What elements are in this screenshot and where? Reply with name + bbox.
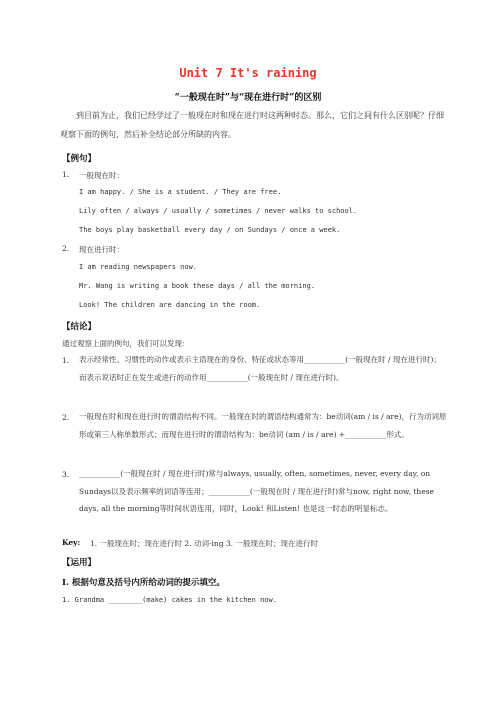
conclusion-3-text: ___________(一般现在时 / 现在进行时)常与always, usually, often, sometimes, never, every day, on Sundays以及表示频率的词语等连用；___________(一般现在时 / 现在进行时)常与now, right now, these days, all the morning等时间状语连用，同时，Look! 和Listen! 也是这一时态的明显标志。: [79, 469, 434, 513]
key-text: 1. 一般现在时；现在进行时 2. 动词-ing 3. 一般现在时；现在进行时: [90, 539, 318, 548]
example-2-number: 2.: [62, 244, 70, 253]
section-1-heading: Ⅰ. 根据句意及括号内所给动词的提示填空。: [62, 578, 225, 588]
document-title: Unit 7 It's raining: [179, 66, 317, 80]
conclusion-3-number: 3.: [62, 470, 70, 479]
key-label: Key:: [62, 538, 81, 547]
exercise-1: 1. Grandma ________(make) cakes in the kitchen now.: [62, 596, 277, 604]
example-2-line-2: Mr. Wang is writing a book these days / all the morning.: [79, 282, 316, 290]
conclusion-2-number: 2.: [62, 413, 70, 422]
example-1-line-3: The boys play basketball every day / on Sundays / once a week.: [79, 226, 341, 234]
conclusion-1-number: 1.: [62, 356, 70, 365]
conclusion-2-text: 一般现在时和现在进行时的谓语结构不同。一般现在时的谓语结构通常为：be动词(am / is / are)，行为动词原形或第三人称单数形式；而现在进行时的谓语结构为：be动词 (am / is / are) +___________形式。: [79, 412, 447, 439]
example-2-line-3: Look! The children are dancing in the room.: [79, 301, 261, 309]
example-2-label: 现在进行时：: [79, 245, 124, 254]
example-1-line-2: Lily often / always / usually / sometimes / never walks to school.: [79, 207, 358, 215]
examples-heading: 【例句】: [62, 154, 97, 164]
example-2-line-1: I am reading newspapers now.: [79, 263, 198, 271]
practice-heading: 【运用】: [62, 558, 97, 568]
intro-text: 到目前为止，我们已经学过了一般现在时和现在进行时这两种时态。那么，它们之间有什么区别呢？仔细观察下面的例句，然后补全结论部分所缺的内容。: [60, 111, 444, 139]
conclusion-1-text: 表示经常性、习惯性的动作或表示主语现在的身份、特征或状态等用___________(一般现在时 / 现在进行时)；而表示说话时正在发生或进行的动作用___________(一般现在时 / 现在进行时)。: [79, 355, 441, 382]
example-1-label: 一般现在时：: [79, 171, 124, 180]
intro-paragraph: [60, 106, 446, 144]
example-1-number: 1.: [62, 170, 70, 179]
document-subtitle: “一般现在时”与“现在进行时”的区别: [174, 93, 322, 103]
example-1-line-1: I am happy. / She is a student. / They are free.: [79, 188, 282, 196]
conclusion-heading: 【结论】: [62, 322, 97, 332]
conclusion-intro: 通过观察上面的例句，我们可以发现：: [62, 339, 190, 348]
